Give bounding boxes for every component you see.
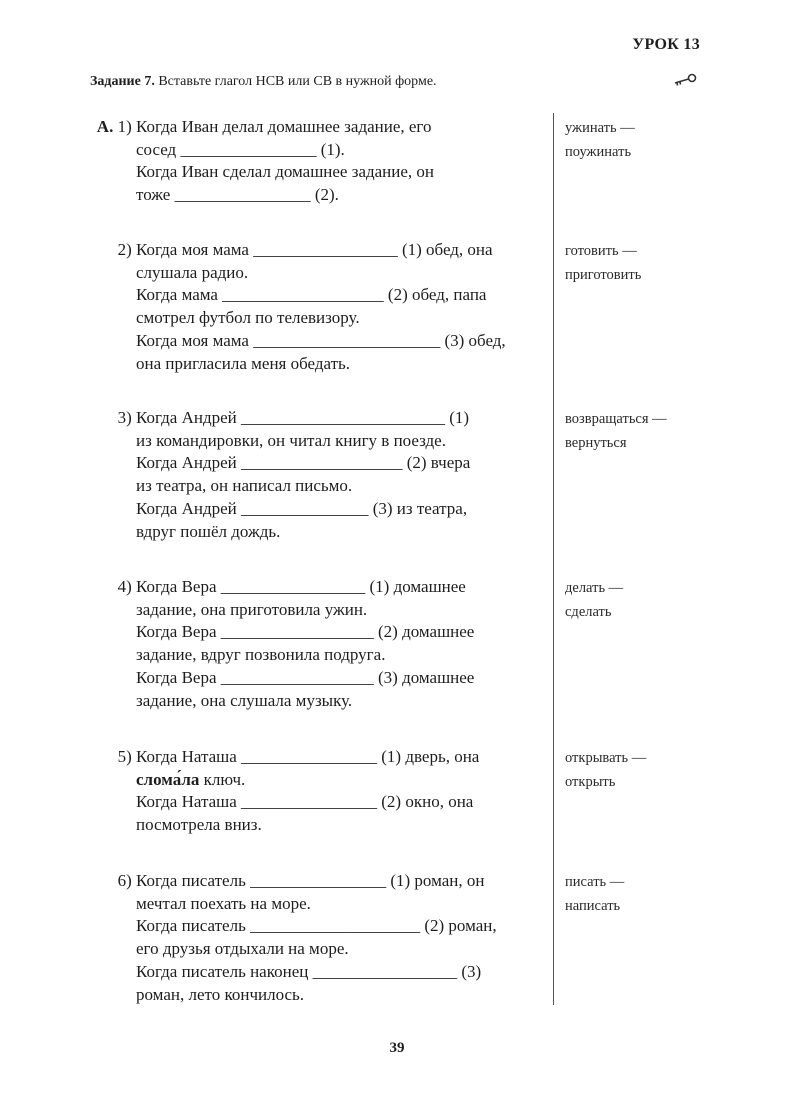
exercise-4 bbox=[90, 576, 550, 712]
exercise-line bbox=[90, 139, 550, 162]
line-text: мечтал поехать на море. bbox=[136, 893, 311, 913]
exercise-line bbox=[90, 938, 550, 961]
line-text: из театра, он написал письмо. bbox=[136, 476, 353, 496]
exercise-line bbox=[90, 621, 550, 644]
exercise-line bbox=[90, 330, 550, 353]
line-text: Когда Вера _________________ (1) домашнее bbox=[136, 577, 466, 596]
exercise-number bbox=[90, 116, 136, 139]
line-text: Когда писатель наконец _________________ (3) bbox=[136, 961, 482, 981]
exercise-number bbox=[90, 870, 136, 893]
line-text: Когда мама ___________________ (2) обед, папа bbox=[136, 285, 487, 305]
exercise-2 bbox=[90, 239, 550, 375]
exercise-line bbox=[90, 791, 550, 814]
line-text: Когда Наташа ________________ (1) дверь, она bbox=[136, 747, 480, 766]
line-text: задание, она приготовила ужин. bbox=[136, 599, 368, 619]
hint-line: вернуться bbox=[565, 435, 627, 451]
line-text: тоже ________________ (2). bbox=[136, 185, 339, 205]
verb-pair-hint bbox=[565, 576, 623, 624]
exercise-line bbox=[90, 239, 550, 262]
exercise-line bbox=[90, 576, 550, 599]
line-text: слушала радио. bbox=[136, 262, 249, 282]
exercise-line bbox=[90, 475, 550, 498]
exercise-3 bbox=[90, 407, 550, 543]
lesson-header: УРОК 13 bbox=[632, 36, 700, 53]
hint-line: открыть bbox=[565, 774, 616, 790]
line-text: Когда Андрей ___________________ (2) вчера bbox=[136, 453, 471, 473]
task-title: Задание 7. bbox=[90, 74, 155, 89]
exercise-line bbox=[90, 116, 550, 139]
line-text: его друзья отдыхали на море. bbox=[136, 939, 349, 959]
line-text: Когда моя мама _________________ (1) обед, она bbox=[136, 240, 493, 259]
exercise-number bbox=[90, 239, 136, 262]
line-text: Когда Андрей _______________ (3) из театра, bbox=[136, 498, 468, 518]
line-text: смотрел футбол по телевизору. bbox=[136, 308, 360, 328]
exercise-num: 5) bbox=[117, 747, 132, 766]
exercise-1 bbox=[90, 116, 550, 207]
exercise-6 bbox=[90, 870, 550, 1006]
exercise-num: 1) bbox=[117, 117, 132, 136]
line-text: вдруг пошёл дождь. bbox=[136, 521, 281, 541]
exercise-line bbox=[90, 984, 550, 1007]
page-number: 39 bbox=[389, 1040, 405, 1056]
hint-line: писать — bbox=[565, 874, 625, 890]
exercise-line bbox=[90, 184, 550, 207]
hint-line: поужинать bbox=[565, 144, 632, 160]
exercise-number bbox=[90, 746, 136, 769]
hint-line: ужинать — bbox=[565, 120, 635, 136]
verb-pair-hint bbox=[565, 116, 635, 164]
line-text: Когда писатель ____________________ (2) роман, bbox=[136, 916, 497, 936]
exercise-num: 3) bbox=[117, 408, 132, 427]
exercise-num: 4) bbox=[117, 577, 132, 596]
exercise-number bbox=[90, 407, 136, 430]
exercise-line bbox=[90, 262, 550, 285]
line-text: из командировки, он читал книгу в поезде. bbox=[136, 430, 446, 450]
verb-pair-hint bbox=[565, 870, 624, 918]
exercise-line bbox=[90, 353, 550, 376]
hint-line: написать bbox=[565, 898, 621, 914]
hint-line: приготовить bbox=[565, 267, 642, 283]
exercise-line bbox=[90, 307, 550, 330]
verb-pair-hint bbox=[565, 239, 641, 287]
column-divider bbox=[553, 113, 554, 1005]
task-heading bbox=[90, 74, 437, 90]
line-text: задание, вдруг позвонила подруга. bbox=[136, 645, 386, 665]
line-text: роман, лето кончилось. bbox=[136, 984, 305, 1004]
line-text: Когда Вера __________________ (3) домашнее bbox=[136, 667, 475, 687]
exercise-line bbox=[90, 893, 550, 916]
line-text: ключ. bbox=[199, 769, 246, 789]
bold-word: слома́ла bbox=[136, 769, 200, 789]
exercise-line bbox=[90, 915, 550, 938]
hint-line: готовить — bbox=[565, 243, 637, 259]
exercise-line bbox=[90, 814, 550, 837]
exercise-num: 2) bbox=[117, 240, 132, 259]
exercise-line bbox=[90, 284, 550, 307]
exercise-num: 6) bbox=[117, 871, 132, 890]
exercise-line bbox=[90, 769, 550, 792]
exercise-line bbox=[90, 870, 550, 893]
exercise-5 bbox=[90, 746, 550, 837]
task-instruction: Вставьте глагол НСВ или СВ в нужной форме. bbox=[154, 74, 437, 89]
exercise-line bbox=[90, 161, 550, 184]
line-text: Когда моя мама ______________________ (3) обед, bbox=[136, 330, 506, 350]
line-text: Когда Наташа ________________ (2) окно, она bbox=[136, 792, 474, 812]
line-text: Когда Иван делал домашнее задание, его bbox=[136, 117, 432, 136]
exercise-line bbox=[90, 452, 550, 475]
exercise-line bbox=[90, 599, 550, 622]
hint-line: открывать — bbox=[565, 750, 647, 766]
line-text: задание, она слушала музыку. bbox=[136, 690, 353, 710]
exercise-number bbox=[90, 576, 136, 599]
exercise-line bbox=[90, 746, 550, 769]
exercise-line bbox=[90, 961, 550, 984]
exercise-line bbox=[90, 644, 550, 667]
key-icon bbox=[672, 73, 698, 87]
exercise-line bbox=[90, 521, 550, 544]
exercise-line bbox=[90, 407, 550, 430]
line-text: Когда Иван сделал домашнее задание, он bbox=[136, 162, 435, 182]
exercise-line bbox=[90, 498, 550, 521]
line-text: Когда Андрей ________________________ (1) bbox=[136, 408, 470, 427]
line-text: она пригласила меня обедать. bbox=[136, 353, 351, 373]
exercise-line bbox=[90, 430, 550, 453]
verb-pair-hint bbox=[565, 407, 667, 455]
verb-pair-hint bbox=[565, 746, 646, 794]
line-text: сосед ________________ (1). bbox=[136, 139, 345, 159]
line-text: Когда Вера __________________ (2) домашнее bbox=[136, 622, 475, 642]
hint-line: возвращаться — bbox=[565, 411, 667, 427]
section-label: А. bbox=[96, 117, 114, 136]
hint-line: делать — bbox=[565, 580, 624, 596]
line-text: посмотрела вниз. bbox=[136, 815, 262, 835]
hint-line: сделать bbox=[565, 604, 612, 620]
line-text: Когда писатель ________________ (1) роман, он bbox=[136, 871, 485, 890]
exercise-line bbox=[90, 667, 550, 690]
exercise-line bbox=[90, 690, 550, 713]
